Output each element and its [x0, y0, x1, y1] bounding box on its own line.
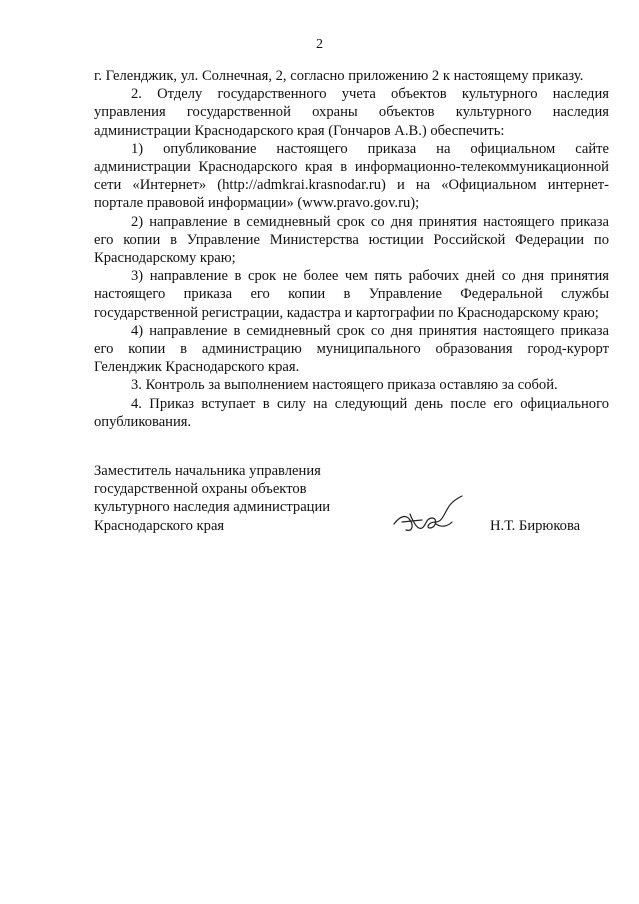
page-number: 2: [316, 37, 323, 52]
signatory-position-line: культурного наследия администрации: [94, 499, 331, 516]
handwritten-signature: [392, 494, 466, 540]
signatory-position-line: Краснодарского края: [94, 517, 225, 534]
order-body: [94, 67, 609, 431]
paragraph-item-2: 2. Отделу государственного учета объектов культурного наследия управления государственной охраны объектов культурного наследия администрации Краснодарского края (Гончаров А.В.) обеспечить:: [94, 86, 609, 139]
paragraph-continuation: г. Геленджик, ул. Солнечная, 2, согласно приложению 2 к настоящему приказу.: [94, 68, 584, 84]
paragraph-subitem-4: 4) направление в семидневный срок со дня принятия настоящего приказа его копии в администрацию муниципального образования город-курорт Геленджик Краснодарского края.: [94, 322, 609, 376]
paragraph-subitem-2: 2) направление в семидневный срок со дня принятия настоящего приказа его копии в Управление Министерства юстиции Российской Федерации по Краснодарскому краю;: [94, 213, 609, 267]
signatory-name: Н.Т. Бирюкова: [490, 518, 581, 534]
paragraph-item-3: 3. Контроль за выполнением настоящего приказа оставляю за собой.: [131, 377, 558, 394]
signatory-position: [94, 462, 424, 535]
paragraph-subitem-1: 1) опубликование настоящего приказа на официальном сайте администрации Краснодарского края в информационно-телекоммуникационной сети «Интернет» (http://admkrai.krasnodar.ru) и на «Официальном интернет-портале правовой информации» (www.pravo.gov.ru);: [94, 140, 609, 212]
signatory-position-line: Заместитель начальника управления: [94, 463, 321, 479]
paragraph-subitem-3: 3) направление в срок не более чем пять рабочих дней со дня принятия настоящего приказа его копии в Управление Федеральной службы государственной регистрации, кадастра и картографии по Краснодарскому краю;: [94, 268, 609, 321]
paragraph-item-4: 4. Приказ вступает в силу на следующий день после его официального опубликования.: [94, 395, 609, 430]
signatory-position-line: государственной охраны объектов: [94, 481, 307, 498]
